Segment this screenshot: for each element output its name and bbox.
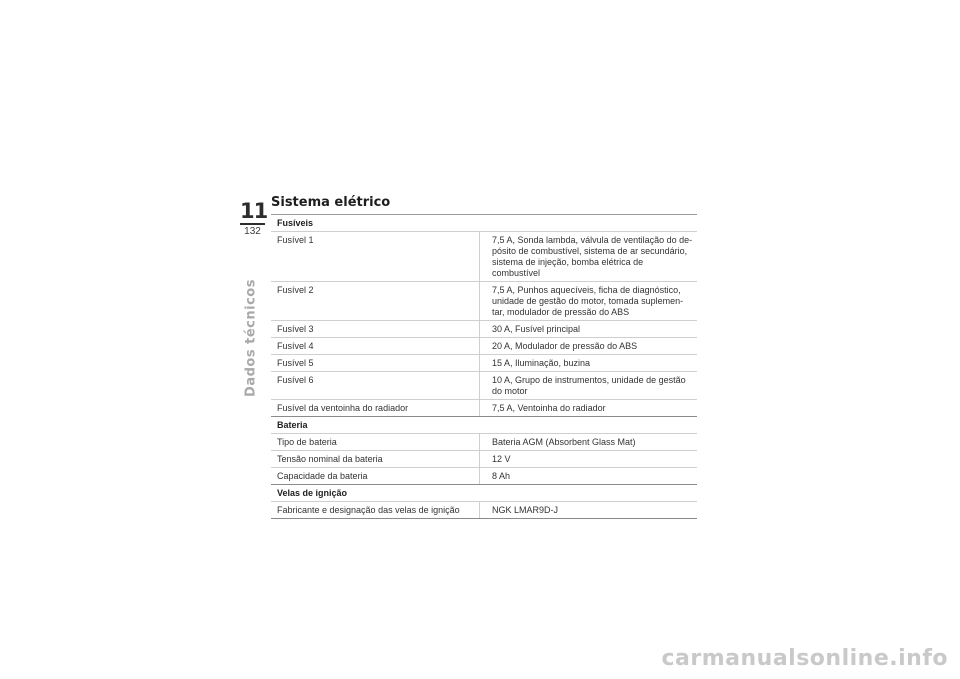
chapter-tab: [240, 199, 268, 238]
table-row: [271, 372, 697, 400]
chapter-number: 11: [240, 199, 268, 223]
spec-value: 7,5 A, Punhos aquecíveis, ficha de diagnóstico, unidade de gestão do motor, tomada suplemen- tar, modulador de pressão do ABS: [479, 282, 697, 320]
group-heading-fuses: Fusíveis: [271, 215, 697, 232]
spec-value: 8 Ah: [479, 468, 697, 484]
spec-table: [271, 214, 697, 519]
table-row: [271, 338, 697, 355]
spec-label: Fusível 6: [277, 375, 314, 385]
page-number: 132: [244, 226, 261, 237]
table-row: [271, 321, 697, 338]
spec-value: 30 A, Fusível principal: [479, 321, 697, 337]
spec-value: 7,5 A, Ventoinha do radiador: [479, 400, 697, 416]
spec-label: Fabricante e designação das velas de ignição: [277, 505, 460, 515]
table-row: [271, 400, 697, 417]
spec-label: Fusível 5: [277, 358, 314, 368]
table-row: [271, 434, 697, 451]
chapter-divider: [240, 223, 265, 225]
spec-value: NGK LMAR9D-J: [479, 502, 697, 518]
spec-value: 10 A, Grupo de instrumentos, unidade de gestão do motor: [479, 372, 697, 399]
group-heading-battery: Bateria: [271, 417, 697, 434]
spec-value: 15 A, Iluminação, buzina: [479, 355, 697, 371]
table-row: [271, 451, 697, 468]
chapter-side-title: Dados técnicos: [243, 279, 259, 397]
spec-value: 12 V: [479, 451, 697, 467]
table-row: [271, 355, 697, 372]
section-title: Sistema elétrico: [271, 195, 391, 210]
group-heading-spark-plugs: Velas de ignição: [271, 485, 697, 502]
spec-value: 7,5 A, Sonda lambda, válvula de ventilação do de- pósito de combustível, sistema de ar secundário, sistema de injeção, bomba elétrica de combustível: [479, 232, 697, 281]
spec-label: Fusível da ventoinha do radiador: [277, 403, 409, 413]
table-row: [271, 502, 697, 519]
spec-label: Fusível 4: [277, 341, 314, 351]
table-row: [271, 282, 697, 321]
table-row: [271, 232, 697, 282]
table-row: [271, 468, 697, 485]
spec-label: Capacidade da bateria: [277, 471, 368, 481]
spec-label: Fusível 3: [277, 324, 314, 334]
spec-label: Fusível 1: [277, 235, 314, 245]
spec-label: Fusível 2: [277, 285, 314, 295]
spec-value: 20 A, Modulador de pressão do ABS: [479, 338, 697, 354]
spec-label: Tensão nominal da bateria: [277, 454, 383, 464]
spec-value: Bateria AGM (Absorbent Glass Mat): [479, 434, 697, 450]
watermark: carmanualsonline.info: [661, 646, 948, 671]
spec-label: Tipo de bateria: [277, 437, 337, 447]
